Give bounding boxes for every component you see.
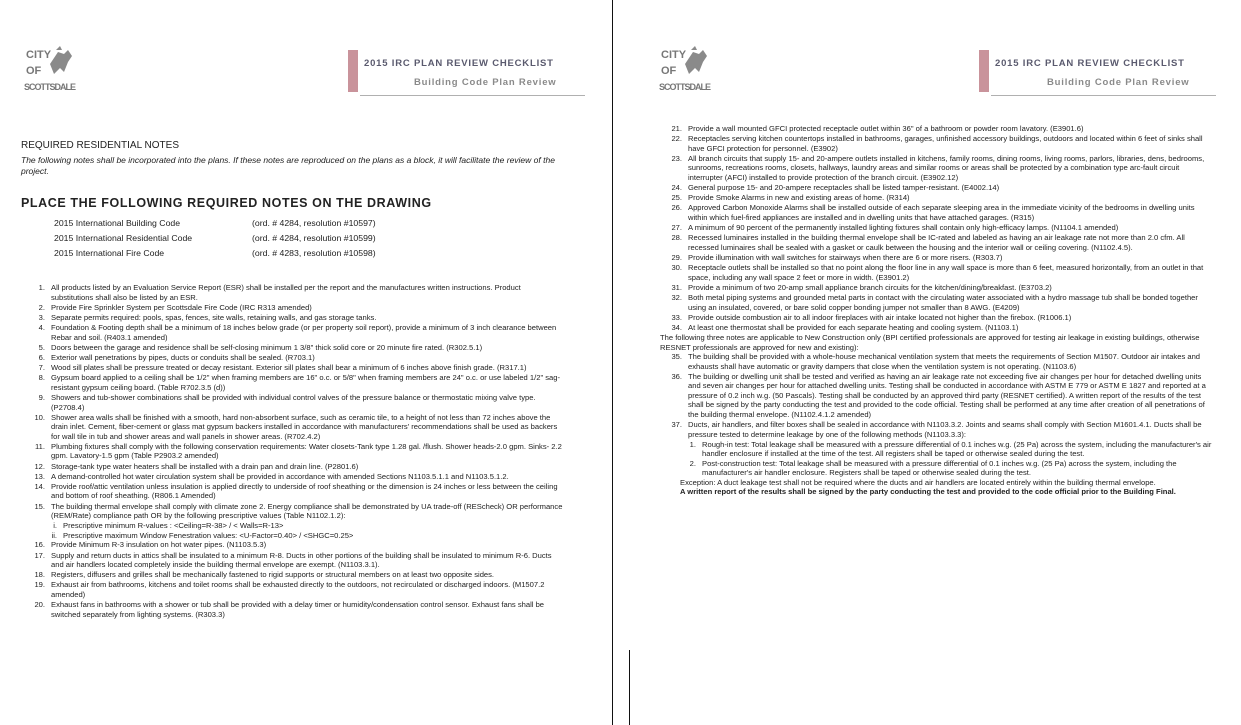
note-text: Ducts, air handlers, and filter boxes shall be sealed in accordance with N1103.3.2. Joints and seams shall comply with Section M1601.4.1. Ducts shall be pressure tested to determine leakage by one of the following methods (N1103.3.3):: [688, 420, 1202, 439]
note-item: [21, 323, 563, 342]
note-item: [660, 183, 1212, 193]
note-number: 35.: [671, 352, 682, 362]
note-number: 20.: [34, 600, 45, 610]
note-number: 26.: [671, 203, 682, 213]
place-notes-heading: PLACE THE FOLLOWING REQUIRED NOTES ON THE DRAWING: [21, 196, 432, 210]
note-text: Recessed luminaires installed in the building thermal envelope shall be IC-rated and labeled as having an air leakage rate not more than 2.0 cfm. All recessed luminaires shall be sealed with a gasket or caulk between the housing and the interior wall or ceiling covering. (N1102.4.5).: [688, 233, 1185, 252]
note-number: 24.: [671, 183, 682, 193]
code-row: [54, 248, 454, 263]
note-text: A demand-controlled hot water circulation system shall be provided in accordance with amended Sections N1103.5.1.1 and N1103.5.1.2.: [51, 471, 509, 481]
note-item: [660, 223, 1212, 233]
note-item: [660, 193, 1212, 203]
note-text: Approved Carbon Monoxide Alarms shall be installed outside of each separate sleeping area in the immediate vicinity of the bedrooms in dwelling units within which fuel-fired appliances are installed and in dwelling units that have attached garages. (R315): [688, 203, 1195, 222]
header-accent-bar: [348, 50, 358, 92]
code-name: 2015 International Fire Code: [54, 248, 165, 258]
note-item: [660, 323, 1212, 333]
note-number: 2.: [38, 302, 45, 312]
note-number: 3.: [38, 312, 45, 322]
header-rule: [991, 95, 1216, 96]
note-number: 31.: [671, 282, 682, 292]
note-item: [660, 313, 1212, 323]
svg-text:SCOTTSDALE: SCOTTSDALE: [659, 82, 711, 92]
note-number: 28.: [671, 233, 682, 243]
notes-list-left: [21, 283, 563, 620]
note-text: Provide Minimum R-3 insulation on hot water pipes. (N1103.5.3): [51, 540, 267, 550]
note-number: 13.: [34, 471, 45, 481]
note-text: The building shall be provided with a whole-house mechanical ventilation system that meets the requirements of Section M1507. Outdoor air intakes and exhausts shall have automatic or gravity dampers that close when the ventilation system is not operating. (N1103.6): [688, 352, 1201, 371]
checklist-title: 2015 IRC PLAN REVIEW CHECKLIST: [995, 58, 1185, 69]
note-number: 1.: [38, 283, 45, 292]
note-text: General purpose 15- and 20-ampere receptacles shall be listed tamper-resistant. (E4002.14): [688, 183, 1000, 193]
city-of-scottsdale-logo: [659, 44, 713, 102]
note-item: [21, 393, 563, 412]
sub-item: [684, 440, 1212, 459]
checklist-subtitle: Building Code Plan Review: [1047, 77, 1190, 88]
note-number: 8.: [38, 373, 45, 383]
note-text: A minimum of 90 percent of the permanently installed lighting fixtures shall contain only high-efficacy lamps. (N1104.1 amended): [688, 223, 1119, 233]
note-item: [21, 570, 563, 580]
note-item: [660, 154, 1212, 183]
note-text: Plumbing fixtures shall comply with the following conservation requirements: Water closets-Tank type 1.28 gal. /flush. Shower heads-2.0 gpm. Sinks- 2.2 gpm. Lavatory-1.5 gpm (Table P2903.2 amended): [51, 441, 562, 461]
note-text: Gypsum board applied to a ceiling shall be 1/2" when framing members are 16" o.c. or 5/8" when framing members are 24" o.c. or use labeled 1/2" sag-resistant gypsum ceiling board. (Table R702.3.5 (d)): [51, 373, 561, 392]
note-number: 5.: [38, 342, 45, 352]
new-construction-notice: The following three notes are applicable to New Construction only (BPI certified professionals are approved for testing air leakage in existing buildings, otherwise RESNET professionals are approved for new and existing):: [660, 333, 1200, 352]
required-notes-heading: REQUIRED RESIDENTIAL NOTES: [21, 140, 179, 151]
note-number: 10.: [34, 412, 45, 422]
city-of-scottsdale-logo: [24, 44, 78, 102]
note-item: [21, 313, 563, 323]
sub-text: Post-construction test: Total leakage shall be measured with a pressure differential of 0.1 inches w.g. (25 Pa) across the system, including the manufacturer's air handler enclosure. Registers shall be taped or otherwise sealed during the test.: [702, 458, 1177, 478]
note-item: [660, 283, 1212, 293]
note-number: 9.: [38, 393, 45, 402]
note-text: Doors between the garage and residence shall be self-closing minimum 1 3/8" thick solid core or 20 minute fire rated. (R302.5.1): [51, 342, 483, 352]
notes-list-right: [660, 124, 1212, 497]
note-number: 14.: [34, 481, 45, 491]
note-item: [660, 352, 1212, 371]
svg-text:CITY: CITY: [661, 49, 687, 61]
sub-number: 1.: [689, 439, 696, 449]
note-number: 33.: [671, 312, 682, 322]
note-text: Provide illumination with wall switches for stairways when there are 6 or more risers. (R303.7): [688, 253, 1003, 262]
note-text: Provide roof/attic ventilation unless insulation is applied directly to underside of roof sheathing or the dimension is 24 inches or less between the ceiling and bottom of roof sheathing. (R806.1 Amended): [51, 481, 558, 501]
note-text: Receptacle outlets shall be installed so that no point along the floor line in any wall space is more than 6 feet, measured horizontally, from an outlet in that space, including any wall space 2 feet or more in width. (E3901.2): [688, 263, 1204, 282]
note-item: [21, 482, 563, 501]
note-item: [21, 283, 563, 302]
note-number: 34.: [671, 322, 682, 332]
note-item: [21, 472, 563, 482]
note-number: 11.: [35, 441, 45, 451]
note-item: [660, 124, 1212, 134]
sub-text: Prescriptive maximum Window Fenestration values: <U-Factor=0.40> / <SHGC=0.25>: [63, 530, 354, 540]
note-text: All branch circuits that supply 15- and 20-ampere outlets installed in kitchens, family rooms, dining rooms, living rooms, parlors, libraries, dens, bedrooms, sunrooms, recreations rooms, closets, hallways, laundry areas and similar rooms or areas shall be protected by a combination type arc-fault circuit interrupter (AFCI) installed to provide protection of the branch circuit. (E3902.12): [688, 153, 1205, 182]
note-text: Receptacles serving kitchen countertops installed in bathrooms, garages, unfinished accessory buildings, outdoors and located within 6 feet of sinks shall have GFCI protection for personnel. (E3902): [688, 134, 1203, 153]
header-rule: [360, 95, 585, 96]
note-text: Registers, diffusers and grilles shall be mechanically fastened to rigid supports or structural members on at least two opposite sides.: [51, 570, 495, 580]
note-number: 15.: [34, 501, 45, 511]
note-text: Provide Fire Sprinkler System per Scottsdale Fire Code (IRC R313 amended): [51, 302, 312, 312]
svg-text:OF: OF: [661, 65, 677, 77]
page-divider: [612, 0, 613, 725]
sub-number: 2.: [689, 458, 696, 468]
svg-text:SCOTTSDALE: SCOTTSDALE: [24, 82, 76, 92]
note-item: [21, 442, 563, 461]
note-item: [21, 363, 563, 373]
note-number: 25.: [671, 193, 682, 203]
note-item: [660, 293, 1212, 312]
note-text: Exterior wall penetrations by pipes, ducts or conduits shall be sealed. (R703.1): [51, 352, 315, 362]
note-item: [21, 600, 563, 619]
note-item: [21, 580, 563, 599]
note-item: [660, 420, 1212, 439]
note-number: 19.: [34, 580, 45, 590]
final-report-note: A written report of the results shall be signed by the party conducting the test and provided to the code official prior to the Building Final.: [680, 487, 1176, 497]
note-text: Separate permits required: pools, spas, fences, site walls, retaining walls, and gas storage tanks.: [51, 312, 377, 322]
note-number: 36.: [671, 371, 682, 381]
note-text: Foundation & Footing depth shall be a minimum of 18 inches below grade (or per property soil report), provide a minimum of 3 inch clearance between Rebar and soil. (R403.1 amended): [51, 323, 557, 342]
checklist-subtitle: Building Code Plan Review: [414, 77, 557, 88]
note-text: Showers and tub-shower combinations shall be provided with individual control valves of the pressure balance or thermostatic mixing valve type. (P2708.4): [51, 393, 536, 412]
code-name: 2015 International Residential Code: [54, 233, 193, 243]
note-item: [660, 233, 1212, 252]
note-text: Provide a wall mounted GFCI protected receptacle outlet within 36" of a bathroom or powder room lavatory. (E3901.6): [688, 124, 1084, 133]
header-accent-bar: [979, 50, 989, 92]
note-number: 27.: [671, 223, 682, 233]
note-text: The building or dwelling unit shall be tested and verified as having an air leakage rate not exceeding five air changes per hour for detached dwelling units and seven air changes per hour for attached dwelling units. Testing shall be conducted in accordance with ASTM E 779 or ASTM E 1827 and reported at a pressure of 0.2 inch w.g. (50 Pascals). Testing shall be conducted by an approved third party (RESNET certified). A written report of the results of the test shall be signed by the party conducting the test and provided to the code official. Testing shall be performed at any time after creation of all penetrations of the building thermal envelope. (N1102.4.1.2 amended): [688, 371, 1206, 419]
note-number: 32.: [671, 293, 682, 303]
note-item: [660, 134, 1212, 153]
note-text: Both metal piping systems and grounded metal parts in contact with the circulating water associated with a hydro massage tub shall be bonded together using an insulated, covered, or bare solid copper bonding jumper not smaller than 8 AWG. (E4209): [688, 293, 1198, 312]
note-number: 30.: [671, 263, 682, 273]
note-text: All products listed by an Evaluation Service Report (ESR) shall be installed per the report and the manufactures written instructions. Product substitutions shall also be listed by an ESR.: [51, 283, 521, 302]
note-text: Exhaust air from bathrooms, kitchens and toilet rooms shall be exhausted directly to the outdoors, not recirculated or discharged indoors. (M1507.2 amended): [51, 580, 545, 599]
code-ordinance: (ord. # 4284, resolution #10599): [252, 233, 376, 243]
note-text: The building thermal envelope shall comply with climate zone 2. Energy compliance shall be demonstrated by UA trade-off (REScheck) OR performance (REM/Rate) compliance path OR by the following prescriptive values (Table N1102.1.2):: [51, 501, 563, 521]
exception-note: Exception: A duct leakage test shall not be required where the ducts and air handlers are located entirely within the building thermal envelope.: [680, 477, 1156, 487]
svg-text:CITY: CITY: [26, 49, 52, 61]
note-number: 23.: [671, 153, 682, 163]
note-number: 7.: [38, 363, 45, 373]
note-item: [21, 540, 563, 550]
note-item: [21, 353, 563, 363]
sub-text: Prescriptive minimum R-values : <Ceiling=R-38> / < Walls=R-13>: [63, 521, 284, 531]
sub-item: [684, 459, 1212, 478]
required-notes-description: The following notes shall be incorporated into the plans. If these notes are reproduced on the plans as a block, it will facilitate the review of the project.: [21, 155, 555, 176]
note-number: 21.: [671, 124, 682, 133]
note-number: 4.: [38, 323, 45, 333]
note-item: [21, 373, 563, 392]
sub-number: ii.: [51, 530, 57, 540]
note-text: At least one thermostat shall be provided for each separate heating and cooling system. (N1103.1): [688, 322, 1019, 332]
note-number: 16.: [34, 540, 45, 550]
checklist-page-left: [0, 0, 612, 725]
note-number: 18.: [34, 570, 45, 580]
note-item: [21, 462, 563, 472]
sub-item: [45, 521, 563, 531]
sub-text: Rough-in test: Total leakage shall be measured with a pressure differential of 0.1 inches w.g. (25 Pa) across the system, including the manufacturer's air handler enclosure if installed at the time of the test. All registers shall be taped or otherwise sealed during the test.: [702, 439, 1212, 459]
code-adoption-list: [54, 218, 454, 263]
note-text: Provide outside combustion air to all indoor fireplaces with air intake located not higher than the firebox. (R1006.1): [688, 312, 1072, 322]
note-item: [660, 253, 1212, 263]
note-number: 17.: [34, 550, 45, 560]
note-item: [21, 303, 563, 313]
note-item: [21, 413, 563, 442]
note-number: 12.: [34, 461, 45, 471]
note-number: 22.: [671, 134, 682, 144]
note-number: 29.: [671, 253, 682, 262]
sub-number: i.: [53, 521, 57, 531]
note-number: 37.: [671, 420, 682, 429]
note-item: [21, 343, 563, 353]
note-item: [660, 263, 1212, 282]
note-item: [21, 551, 563, 570]
note-item: [660, 372, 1212, 420]
code-row: [54, 233, 454, 248]
svg-text:OF: OF: [26, 65, 42, 77]
note-item: [660, 203, 1212, 222]
checklist-page-right: [629, 0, 1241, 725]
code-ordinance: (ord. # 4283, resolution #10598): [252, 248, 376, 258]
code-name: 2015 International Building Code: [54, 218, 181, 228]
note-text: Storage-tank type water heaters shall be installed with a drain pan and drain line. (P2801.6): [51, 461, 359, 471]
note-text: Provide a minimum of two 20-amp small appliance branch circuits for the kitchen/dining/breakfast. (E3703.2): [688, 282, 1052, 292]
code-row: [54, 218, 454, 233]
code-ordinance: (ord. # 4284, resolution #10597): [252, 218, 376, 228]
note-text: Shower area walls shall be finished with a smooth, hard non-absorbent surface, such as ceramic tile, to a height of not less than 72 inches above the drain inlet. Cement, fiber-cement or glass mat gypsum backers installed in accordance with manufacturers' recommendations shall be used as backers for wall tile in tub and shower areas and wall panels in shower areas. (R702.4.2): [51, 412, 558, 441]
sub-item: [45, 531, 563, 541]
note-text: Supply and return ducts in attics shall be insulated to a minimum R-8. Ducts in other portions of the building shall be insulated to minimum R-6. Ducts and air handlers located completely inside the building thermal envelope are exempt. (N1103.3.1).: [51, 550, 552, 569]
note-number: 6.: [38, 352, 45, 362]
checklist-title: 2015 IRC PLAN REVIEW CHECKLIST: [364, 58, 554, 69]
note-text: Provide Smoke Alarms in new and existing areas of home. (R314): [688, 193, 910, 203]
note-text: Wood sill plates shall be pressure treated or decay resistant. Exterior sill plates shall bear a minimum of 6 inches above finish grade. (R317.1): [51, 363, 527, 373]
note-item: [21, 502, 563, 521]
note-text: Exhaust fans in bathrooms with a shower or tub shall be provided with a delay timer or humidity/condensation control sensor. Exhaust fans shall be switched separately from lighting systems. (R303.3): [51, 600, 545, 619]
